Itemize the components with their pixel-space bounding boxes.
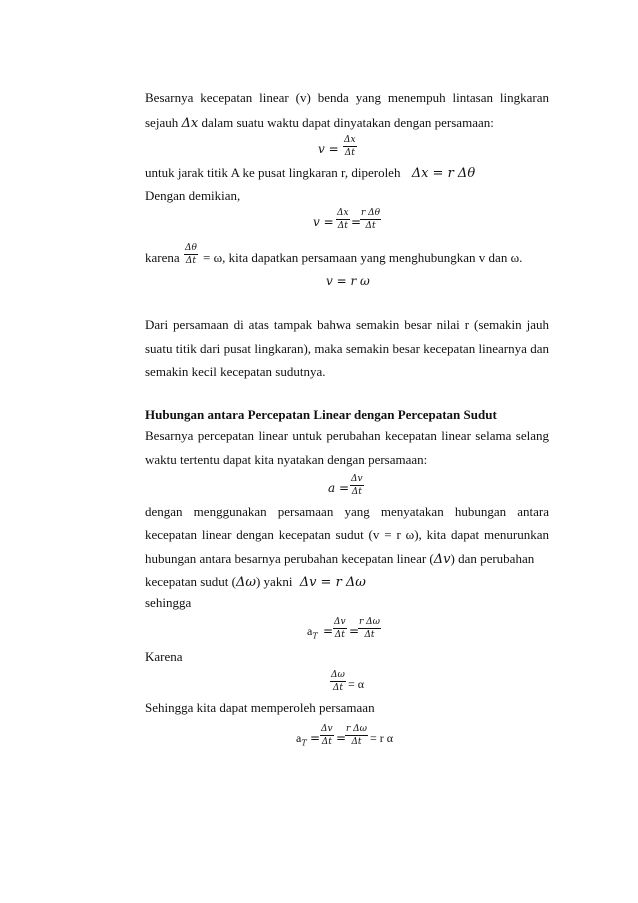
text: sehingga xyxy=(145,595,192,610)
math-inline: Δx xyxy=(181,116,199,131)
paragraph-line xyxy=(145,595,549,611)
subscript: T xyxy=(301,738,307,748)
text: Sehingga kita dapat memperoleh persamaan xyxy=(145,700,375,715)
numerator: r Δω xyxy=(359,617,381,627)
text: Besarnya percepatan linear untuk perubahan kecepatan linear selama selang xyxy=(145,428,549,443)
symbol: a xyxy=(296,731,302,745)
denominator: Δt xyxy=(321,737,332,747)
text: kecepatan linear dengan kecepatan sudut (v = r ω), kita dapat menurunkan xyxy=(145,527,549,542)
math-inline: Δω xyxy=(235,575,256,590)
text: sejauh xyxy=(145,115,179,130)
fraction xyxy=(345,724,368,747)
heading-text: Hubungan antara Percepatan Linear dengan Percepatan Sudut xyxy=(145,407,497,422)
fraction xyxy=(358,617,381,640)
fraction xyxy=(360,208,381,231)
text: ) dan perubahan xyxy=(450,551,535,566)
paragraph-line xyxy=(145,90,549,106)
symbol: a xyxy=(307,624,313,638)
fraction xyxy=(333,617,347,640)
denominator: Δt xyxy=(365,221,376,231)
paragraph-line xyxy=(145,317,549,333)
fraction xyxy=(320,724,334,747)
numerator: Δθ xyxy=(185,243,197,253)
paragraph-line xyxy=(145,527,549,543)
fraction xyxy=(184,243,198,266)
text: untuk jarak titik A ke pusat lingkaran r, diperoleh xyxy=(145,165,401,180)
text: dalam suatu waktu dapat dinyatakan dengan persamaan: xyxy=(201,115,494,130)
fraction xyxy=(336,208,350,231)
denominator: Δt xyxy=(364,630,375,640)
text: Besarnya kecepatan linear (v) benda yang menempuh lintasan lingkaran xyxy=(145,90,549,105)
numerator: Δv xyxy=(334,617,346,627)
fraction xyxy=(350,474,364,497)
numerator: Δv xyxy=(351,474,363,484)
paragraph-line xyxy=(145,700,549,716)
paragraph-line xyxy=(145,504,549,520)
equation-lhs xyxy=(296,731,307,750)
paragraph-line xyxy=(145,649,549,665)
text: ) yakni xyxy=(255,574,293,589)
denominator: Δt xyxy=(337,221,348,231)
numerator: Δx xyxy=(344,135,356,145)
paragraph-line xyxy=(145,188,549,204)
text: hubungan antara besarnya perubahan kecepatan linear ( xyxy=(145,551,434,566)
equation-rhs: = r α xyxy=(370,731,394,745)
equals-sign: = xyxy=(336,731,347,745)
equals-sign: = xyxy=(323,624,334,638)
paragraph-line xyxy=(145,364,549,380)
denominator: Δt xyxy=(185,256,197,266)
equals-sign: = xyxy=(310,731,321,745)
math-inline: Δx = r Δθ xyxy=(411,166,476,181)
text: suatu titik dari pusat lingkaran), maka semakin besar kecepatan linearnya dan xyxy=(145,341,549,356)
paragraph-line xyxy=(203,250,553,266)
fraction xyxy=(343,135,357,158)
text: dengan menggunakan persamaan yang menyatakan hubungan antara xyxy=(145,504,549,519)
text: Dengan demikian, xyxy=(145,188,241,203)
equation-lhs xyxy=(307,624,318,643)
equation-lhs: v = xyxy=(318,142,339,156)
denominator: Δt xyxy=(332,683,343,693)
text: Dari persamaan di atas tampak bahwa semakin besar nilai r (semakin jauh xyxy=(145,317,549,332)
paragraph-line xyxy=(145,341,549,357)
text: = ω, kita dapatkan persamaan yang menghubungkan v dan ω. xyxy=(203,250,523,265)
numerator: Δv xyxy=(321,724,333,734)
section-heading xyxy=(145,407,549,423)
subscript: T xyxy=(312,631,318,641)
text: karena xyxy=(145,250,180,265)
text: semakin kecil kecepatan sudutnya. xyxy=(145,364,326,379)
math-inline: Δv = r Δω xyxy=(299,575,366,590)
text: waktu tertentu dapat kita nyatakan dengan persamaan: xyxy=(145,452,428,467)
numerator: Δx xyxy=(337,208,349,218)
numerator: Δω xyxy=(331,670,345,680)
denominator: Δt xyxy=(351,487,362,497)
paragraph-line xyxy=(145,428,549,444)
equals-sign: = xyxy=(351,215,362,229)
equation: v = r ω xyxy=(326,274,370,288)
text: Karena xyxy=(145,649,183,664)
numerator: r Δω xyxy=(346,724,368,734)
equation-rhs: = α xyxy=(348,677,365,691)
numerator: r Δθ xyxy=(361,208,381,218)
denominator: Δt xyxy=(344,148,355,158)
paragraph-line xyxy=(145,574,549,591)
paragraph-line xyxy=(145,551,549,568)
equals-sign: = xyxy=(349,624,360,638)
denominator: Δt xyxy=(334,630,345,640)
paragraph-line xyxy=(145,115,549,132)
fraction xyxy=(330,670,346,693)
text: kecepatan sudut ( xyxy=(145,574,236,589)
paragraph-line xyxy=(145,452,549,468)
equation-lhs: a = xyxy=(328,481,350,495)
denominator: Δt xyxy=(351,737,362,747)
paragraph-line xyxy=(145,165,549,182)
math-inline: Δv xyxy=(433,552,451,567)
equation-lhs: v = xyxy=(313,215,334,229)
